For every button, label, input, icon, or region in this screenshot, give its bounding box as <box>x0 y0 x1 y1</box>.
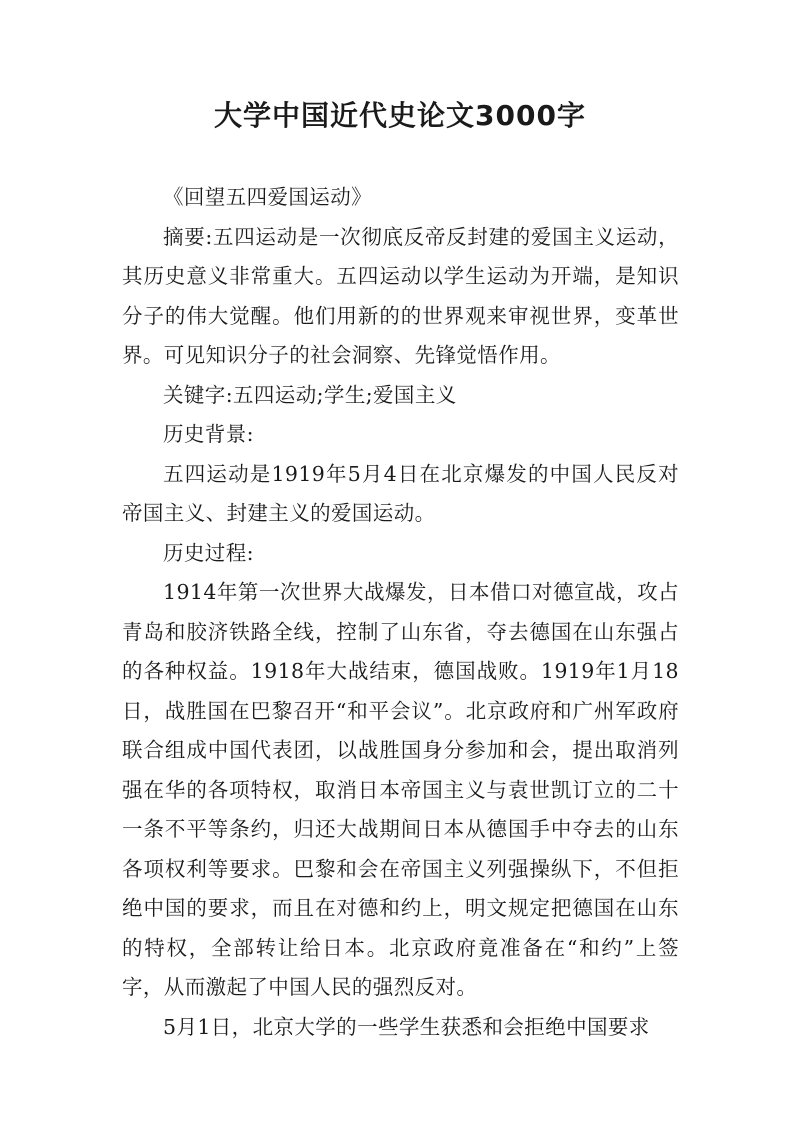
paragraph-process: 1914年第一次世界大战爆发，日本借口对德宣战，攻占青岛和胶济铁路全线，控制了山东省，夺去德国在山东强占的各种权益。1918年大战结束，德国战败。1919年1月18日，战胜国在巴黎召开“和平会议”。北京政府和广州军政府联合组成中国代表团，以战胜国身分参加和会，提出取消列强在华的各项特权，取消日本帝国主义与袁世凯订立的二十一条不平等条约，归还大战期间日本从德国手中夺去的山东各项权利等要求。巴黎和会在帝国主义列强操纵下，不但拒绝中国的要求，而且在对德和约上，明文规定把德国在山东的特权，全部转让给日本。北京政府竟准备在“和约”上签字，从而激起了中国人民的强烈反对。 <box>122 580 679 999</box>
heading-background: 历史背景: <box>163 422 254 446</box>
document-body <box>122 178 679 1047</box>
paragraph-background: 五四运动是1919年5月4日在北京爆发的中国人民反对帝国主义、封建主义的爱国运动。 <box>122 461 679 525</box>
heading-process: 历史过程: <box>163 540 254 565</box>
document-title: 大学中国近代史论文3000字 <box>214 99 586 132</box>
paragraph-may-first: 5月1日，北京大学的一些学生获悉和会拒绝中国要求 <box>163 1014 650 1039</box>
paragraph-article-title: 《回望五四爱国运动》 <box>163 185 372 209</box>
paragraph-abstract: 摘要:五四运动是一次彻底反帝反封建的爱国主义运动，其历史意义非常重大。五四运动以学生运动为开端，是知识分子的伟大觉醒。他们用新的的世界观来审视世界，变革世界。可见知识分子的社会洞察、先锋觉悟作用。 <box>122 224 679 367</box>
paragraph-keywords: 关键字:五四运动;学生;爱国主义 <box>163 382 457 407</box>
